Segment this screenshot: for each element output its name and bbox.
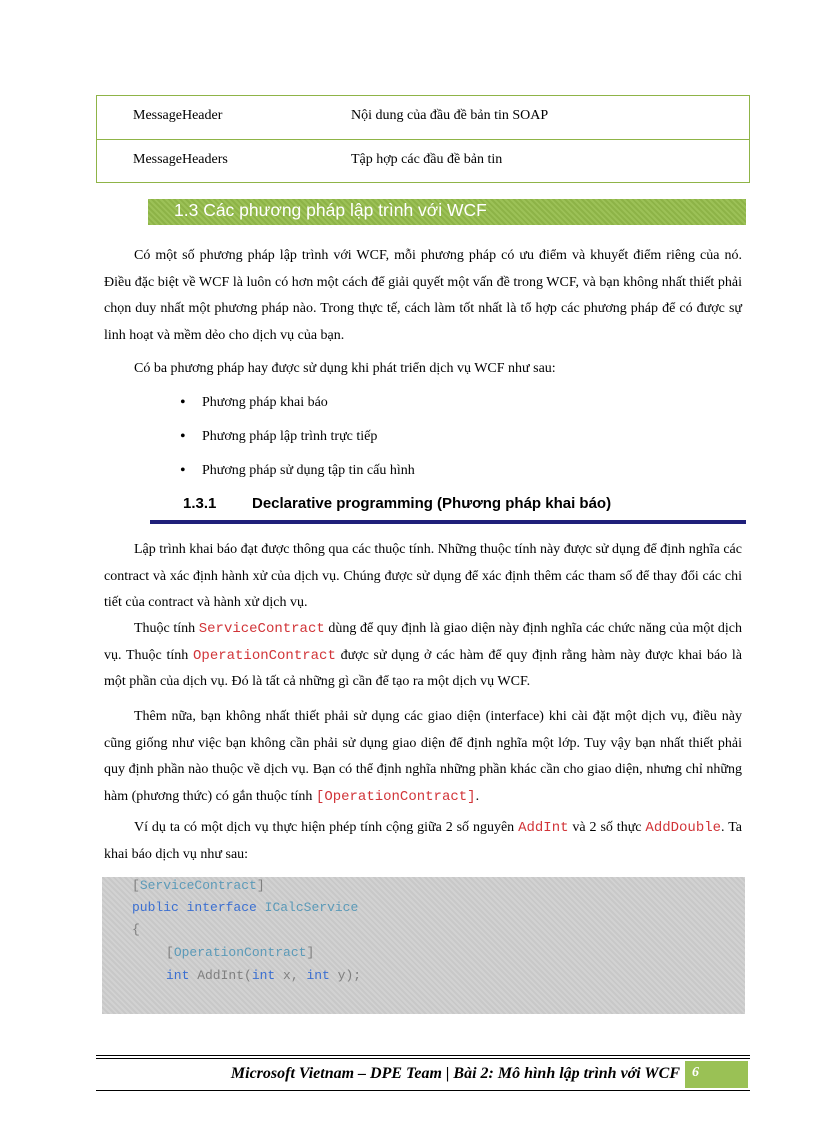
paragraph-interfaces: Thêm nữa, bạn không nhất thiết phải sử dụng các giao diện (interface) khi cài đặt một dịch vụ, điều này cũng giống như việc bạn không cần phải sử dụng giao diện để định nghĩa một lớp. Tuy vậy bạn nhất thiết phải quy định phần nào thuộc về dịch vụ. Bạn có thể định nghĩa những phần khác cần cho giao diện, nhưng chỉ những hàm (phương thức) có gắn thuộc tính [OperationContract]. bbox=[104, 709, 742, 805]
code-line: int AddInt(int x, int y); bbox=[166, 968, 362, 983]
page-number: 6 bbox=[692, 1065, 699, 1080]
paragraph-example: Ví dụ ta có một dịch vụ thực hiện phép tính cộng giữa 2 số nguyên AddInt và 2 số thực AddDouble. Ta khai báo dịch vụ như sau: bbox=[104, 820, 742, 862]
paragraph-intro: Có một số phương pháp lập trình với WCF, mỗi phương pháp có ưu điểm và khuyết điểm riêng của nó. Điều đặc biệt về WCF là luôn có hơn một cách để giải quyết một vấn đề trong WCF, và bạn không nhất thiết phải chọn duy nhất một phương pháp nào. Trong thực tế, cách làm tốt nhất là tổ hợp các phương pháp để có được sự linh hoạt và mềm dẻo cho dịch vụ của bạn. bbox=[104, 248, 742, 343]
table-cell-desc: Nội dung của đầu đề bản tin SOAP bbox=[351, 108, 549, 123]
table-cell-desc: Tập hợp các đầu đề bản tin bbox=[351, 152, 503, 167]
footer-text: Microsoft Vietnam – DPE Team | Bài 2: Mô hình lập trình với WCF bbox=[230, 1065, 680, 1082]
code-block bbox=[102, 877, 745, 1014]
footer-rule bbox=[96, 1055, 750, 1056]
paragraph-methods: Có ba phương pháp hay được sử dụng khi phát triển dịch vụ WCF như sau: bbox=[134, 361, 556, 376]
list-item: • Phương pháp sử dụng tập tin cấu hình bbox=[180, 457, 415, 491]
code-operationcontract-attr: [OperationContract] bbox=[315, 788, 476, 805]
methods-list bbox=[180, 389, 415, 491]
code-operationcontract: OperationContract bbox=[193, 647, 336, 664]
message-table bbox=[96, 95, 750, 183]
table-cell-name: MessageHeaders bbox=[133, 152, 228, 167]
code-line: public interface ICalcService bbox=[132, 900, 359, 915]
code-adddouble: AddDouble bbox=[645, 820, 722, 836]
subsection-number: 1.3.1 bbox=[183, 495, 217, 512]
footer-rule bbox=[96, 1058, 750, 1059]
footer-bottom-rule bbox=[96, 1090, 750, 1091]
code-addint: AddInt bbox=[518, 820, 569, 836]
subsection-rule bbox=[150, 520, 746, 524]
section-heading: 1.3 Các phương pháp lập trình với WCF bbox=[174, 200, 487, 220]
table-row bbox=[97, 96, 749, 139]
code-line: { bbox=[132, 922, 140, 937]
subsection-title: Declarative programming (Phương pháp khai báo) bbox=[252, 495, 612, 512]
list-item: • Phương pháp lập trình trực tiếp bbox=[180, 423, 415, 457]
page-number-box bbox=[685, 1061, 748, 1088]
paragraph-declarative: Lập trình khai báo đạt được thông qua các thuộc tính. Những thuộc tính này được sử dụng để định nghĩa các contract và xác định hành xử của dịch vụ. Chúng được sử dụng để xác định thêm các tham số để thay đổi các chi tiết của contract và hành xử dịch vụ. bbox=[104, 542, 742, 611]
table-cell-name: MessageHeader bbox=[133, 108, 223, 123]
code-line: [OperationContract] bbox=[166, 945, 315, 960]
paragraph-attributes: Thuộc tính ServiceContract dùng để quy định là giao diện này định nghĩa các chức năng của một dịch vụ. Thuộc tính OperationContract được sử dụng ở các hàm để quy định rằng hàm này được khai báo là một phần của dịch vụ. Đó là tất cả những gì cần để tạo ra một dịch vụ WCF. bbox=[104, 621, 742, 690]
code-servicecontract: ServiceContract bbox=[198, 621, 325, 637]
table-row bbox=[97, 139, 749, 183]
code-line: [ServiceContract] bbox=[132, 878, 265, 893]
list-item: • Phương pháp khai báo bbox=[180, 389, 415, 423]
